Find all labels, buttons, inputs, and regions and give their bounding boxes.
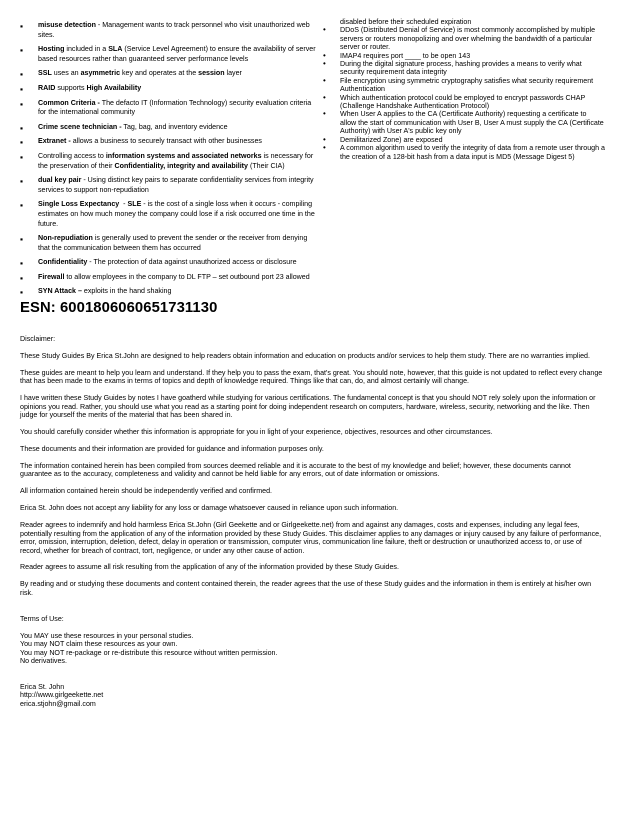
left-bullet-item	[20, 69, 318, 79]
bullet-line: During the digital signature process, hashing provides a means to verify what	[340, 60, 582, 69]
right-bullet-list	[322, 18, 618, 161]
square-bullet-icon: ▪	[20, 151, 24, 162]
left-bullet-item	[20, 176, 318, 195]
terms-label: Terms of Use:	[20, 614, 64, 623]
right-bullet-item	[322, 144, 618, 161]
bullet-text: Crime scene technician - Tag, bag, and inventory evidence	[38, 122, 228, 131]
bullet-line: Authority) with User A's public key only	[340, 127, 462, 136]
square-bullet-icon: ▪	[20, 21, 24, 31]
bullet-text: Controlling access to information systems and associated networks is necessary for the preservation of their Confidentiality, integrity and availability (Their CIA)	[38, 151, 316, 170]
disclaimer-label: Disclaimer:	[20, 335, 56, 343]
author-website: http://www.girlgeekette.net	[20, 691, 104, 700]
terms-line: You may NOT re-package or re-distribute this resource without written permission.	[20, 648, 278, 657]
left-bullet-item	[20, 123, 318, 133]
bullet-line: Demilitarized Zone) are exposed	[340, 135, 443, 144]
author-block	[20, 683, 625, 709]
bullet-text: Hosting included in a SLA (Service Level Agreement) to ensure the availability of server based resources rather than guaranteed server performance levels	[38, 45, 318, 63]
square-bullet-icon: ▪	[20, 137, 24, 148]
dot-bullet-icon: •	[323, 59, 326, 69]
square-bullet-icon: ▪	[20, 122, 24, 133]
dot-bullet-icon: •	[323, 75, 326, 85]
left-bullet-list	[20, 21, 318, 302]
left-bullet-item	[20, 152, 318, 171]
dot-bullet-icon: •	[323, 109, 326, 119]
bullet-text: RAID supports High Availability	[38, 83, 142, 92]
left-bullet-item	[20, 287, 318, 297]
dot-bullet-icon: •	[323, 25, 326, 35]
disclaimer-paragraph: The information contained herein has been compiled from sources deemed reliable and it is accurate to the best of my knowledge and belief; however, these documents cannot guarantee as to the accuracy, completeness and validity and cannot be held liable for any errors, out of date information or omissions.	[20, 461, 571, 479]
square-bullet-icon: ▪	[20, 234, 24, 245]
left-bullet-item	[20, 45, 318, 64]
bullet-line: When User A applies to the CA (Certificate Authority) requesting a certificate to	[340, 110, 587, 119]
square-bullet-icon: ▪	[20, 287, 24, 298]
bullet-text: Firewall to allow employees in the company to DL FTP – set outbound port 23 allowed	[38, 272, 310, 281]
dot-bullet-icon: •	[323, 50, 326, 60]
disclaimer-paragraph: Erica St. John does not accept any liability for any loss or damage whatsoever caused in reliance upon such information.	[20, 504, 399, 513]
bullet-line: A common algorithm used to verify the integrity of data from a remote user through a	[340, 144, 605, 153]
right-bullet-item	[322, 136, 618, 144]
right-bullet-item	[322, 94, 618, 111]
bullet-text: dual key pair - Using distinct key pairs to separate confidentiality services from integrity services to support non-repudiation	[38, 176, 316, 194]
square-bullet-icon: ▪	[20, 69, 24, 80]
bullet-line: IMAP4 requires port ____ to be open 143	[340, 51, 471, 60]
esn-heading: ESN: 6001806060651731130	[20, 300, 218, 316]
dot-bullet-icon: •	[323, 92, 326, 102]
bullet-line: server or router.	[340, 43, 391, 52]
right-continuation-text: disabled before their scheduled expiration	[340, 18, 472, 26]
square-bullet-icon: ▪	[20, 98, 24, 109]
right-bullet-item	[322, 52, 618, 60]
bullet-line: servers or routers monopolizing and over whelming the bandwidth of a particular	[340, 34, 592, 43]
disclaimer-paragraph: Reader agrees to indemnify and hold harmless Erica St.John (Girl Geekette and or Girlgeekette.net) from and against any damages, costs and expenses, including any legal fees, potentially resulting from the application of any of the information provided by these Study Guides. This disclaimer applies to any damages or injury caused by any failure of performance, error, omission, interruption, deletion, defect, delay in operation or transmission, computer virus, communication line failure, theft or destruction or unauthorized access to, or use of record, whether for breach of contract, tort, negligence, or under any other cause of action.	[20, 521, 602, 555]
bullet-text: SSL uses an asymmetric key and operates at the session layer	[38, 69, 242, 78]
bullet-line: security requirement data integrity	[340, 68, 447, 77]
left-bullet-item	[20, 99, 318, 118]
bullet-line: the creation of a 128-bit hash from a data input is MD5 (Message Digest 5)	[340, 152, 575, 161]
bullet-text: Extranet - allows a business to securely transact with other businesses	[38, 137, 262, 146]
square-bullet-icon: ▪	[20, 83, 24, 94]
disclaimer-paragraph: I have written these Study Guides by notes I have goatherd while studying for various certifications. The fundamental concept is that you should NOT rely solely upon the information or opinions you read. Rather, you should use what you read as a starting point for doing independent research on computers, hardware, wireless, security, networking and the like. Then judge for yourself the merits of the material that has been shared in.	[20, 394, 596, 420]
bullet-line: (Challenge Handshake Authentication Protocol)	[340, 102, 490, 111]
terms-line: You MAY use these resources in your personal studies.	[20, 631, 194, 640]
dot-bullet-icon: •	[323, 143, 326, 153]
bullet-line: Which authentication protocol could be employed to encrypt passwords CHAP	[340, 93, 586, 102]
right-bullet-item	[322, 110, 618, 135]
bullet-line: allow the start of communication with User B, User A must supply the CA (Certificate	[340, 118, 604, 127]
right-bullet-item	[322, 77, 618, 94]
square-bullet-icon: ▪	[20, 200, 24, 211]
bullet-text: Single Loss Expectancy - SLE - is the cost of a single loss when it occurs - compiling estimates on how much money the company could lose if a risk occurred one time in the future.	[38, 200, 317, 228]
left-bullet-item	[20, 84, 318, 94]
left-bullet-item	[20, 234, 318, 253]
square-bullet-icon: ▪	[20, 258, 24, 269]
bullet-line: DDoS (Distributed Denial of Service) is most commonly accomplished by multiple	[340, 26, 596, 35]
disclaimer-paragraph: All information contained herein should be independently verified and confirmed.	[20, 487, 272, 496]
left-bullet-item	[20, 137, 318, 147]
right-bullet-item	[322, 26, 618, 51]
bullet-line: File encryption using symmetric cryptography satisfies what security requirement	[340, 76, 594, 85]
terms-list	[20, 632, 625, 666]
author-name: Erica St. John	[20, 682, 65, 691]
square-bullet-icon: ▪	[20, 45, 24, 56]
terms-line: No derivatives.	[20, 657, 67, 666]
bullet-line: Authentication	[340, 85, 385, 94]
dot-bullet-icon: •	[323, 134, 326, 144]
right-bullet-item	[322, 60, 618, 77]
square-bullet-icon: ▪	[20, 176, 24, 187]
author-email: erica.stjohn@gmail.com	[20, 699, 96, 708]
bullet-text: misuse detection - Management wants to track personnel who visit unauthorized web sites.	[38, 21, 312, 39]
terms-line: You may NOT claim these resources as your own.	[20, 640, 178, 649]
disclaimer-paragraph: These guides are meant to help you learn and understand. If they help you to pass the exam, that's great. You should note, however, that this guide is not updated to reflect every change that has been made to the exams in terms of topics and depth of knowledge required. Things like that can, do, and almost certainly will change.	[20, 368, 603, 386]
disclaimer-paragraph: These documents and their information are provided for guidance and information purposes only.	[20, 444, 324, 453]
disclaimer-paragraph: You should carefully consider whether this information is appropriate for you in light of your experience, objectives, resources and other circumstances.	[20, 428, 493, 437]
left-bullet-item	[20, 21, 318, 40]
disclaimer-section	[20, 335, 625, 717]
disclaimer-paragraph: By reading and or studying these documents and content contained therein, the reader agrees that the use of these Study guides and the information in them is entirely at his/her own risk.	[20, 580, 592, 597]
disclaimer-paragraph: These Study Guides By Erica St.John are designed to help readers obtain information and education on products and/or services to help them study. There are no warranties implied.	[20, 351, 590, 360]
disclaimer-paragraph: Reader agrees to assume all risk resulting from the application of any of the information provided by these Study Guides.	[20, 563, 399, 572]
bullet-text: Common Criteria - The defacto IT (Information Technology) security evaluation criteria for the international community	[38, 98, 314, 117]
square-bullet-icon: ▪	[20, 272, 24, 283]
left-bullet-item	[20, 258, 318, 268]
bullet-text: SYN Attack – exploits in the hand shaking	[38, 287, 172, 296]
left-bullet-item	[20, 273, 318, 283]
bullet-text: Confidentiality - The protection of data against unauthorized access or disclosure	[38, 258, 297, 267]
left-bullet-item	[20, 200, 318, 229]
bullet-text: Non-repudiation is generally used to prevent the sender or the receiver from denying that the communication between them has occurred	[38, 234, 310, 252]
